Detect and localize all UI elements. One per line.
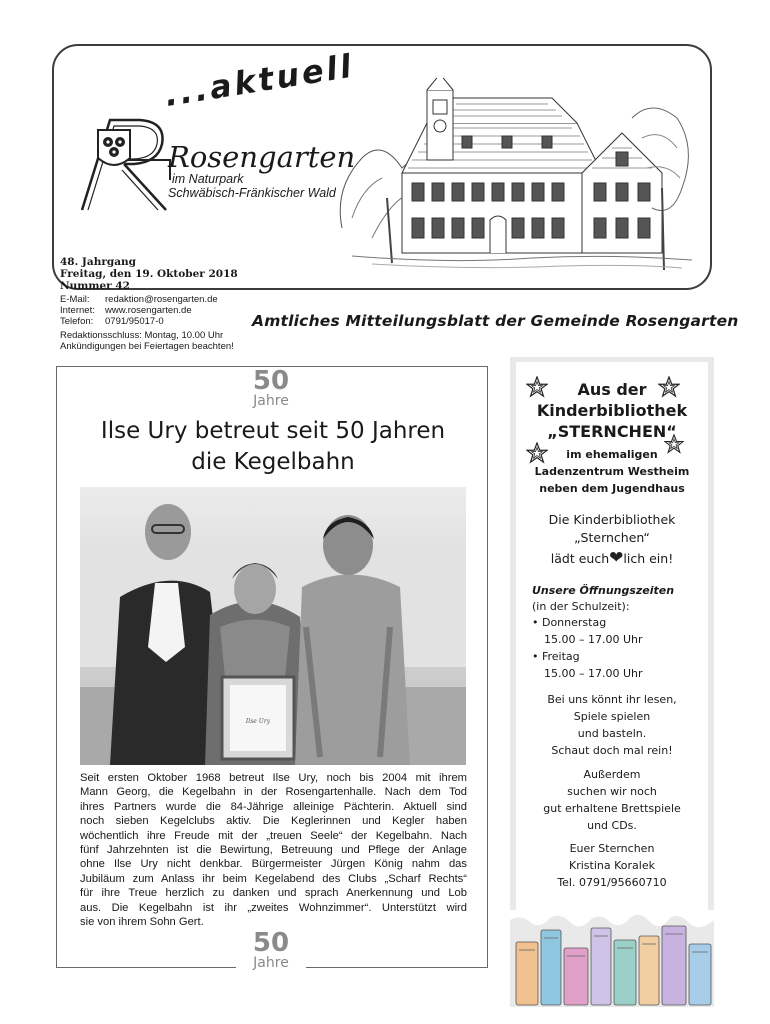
- hours-title: Unsere Öffnungszeiten: [532, 584, 675, 597]
- badge-word: Jahre: [253, 393, 289, 409]
- masthead-tagline-2: Schwäbisch-Fränkischer Wald: [168, 186, 336, 200]
- volume-year: 48. Jahrgang: [60, 256, 136, 268]
- bookshelf-illustration: [510, 910, 714, 1007]
- body-line: sie von ihrem Sohn Gert.: [80, 915, 204, 928]
- kids-location-1: im ehemaligen: [566, 448, 658, 461]
- kids-activity-4: Schaut doch mal rein!: [551, 744, 673, 757]
- certificate-name: Ilse Ury: [245, 718, 271, 725]
- body-line: Mann Georg, die Kegelbahn in der Rosengartenhalle. Nach dem Tod: [80, 786, 467, 799]
- book-spine: [689, 944, 711, 1005]
- kids-signature-2: Kristina Koralek: [569, 859, 655, 872]
- kids-location-2: Ladenzentrum Westheim: [534, 465, 690, 478]
- hours-time-1: 15.00 – 17.00 Uhr: [544, 633, 643, 646]
- contact-value[interactable]: www.rosengarten.de: [105, 305, 192, 316]
- kids-invite-3b: lich ein!: [623, 551, 674, 566]
- kids-title-3: „STERNCHEN“: [547, 422, 677, 441]
- issue-date: Freitag, den 19. Oktober 2018: [60, 268, 238, 280]
- contact-label: E-Mail:: [60, 294, 90, 305]
- headline-line-2: die Kegelbahn: [191, 449, 355, 475]
- body-line: ihres Partners wurde die 84-Jährige alleinige Pächterin. Aktuell sind: [80, 800, 467, 813]
- badge-word: Jahre: [253, 955, 289, 971]
- hours-note: (in der Schulzeit):: [532, 600, 630, 613]
- kids-activity-3: und basteln.: [577, 727, 647, 740]
- contact-label: Telefon:: [60, 316, 94, 327]
- book-spine: [591, 928, 611, 1005]
- book-spine: [564, 948, 588, 1005]
- kids-extra-2: suchen wir noch: [567, 785, 657, 798]
- article-photo: [80, 487, 466, 765]
- kids-invite-3: [510, 548, 714, 568]
- article-headline: [64, 416, 482, 478]
- rosengarten-logo: [70, 110, 180, 220]
- body-line: aus. Die Kegelbahn ist ihr „zweites Wohnzimmer“. Unterstützt wird: [80, 901, 467, 914]
- kids-extra-1: Außerdem: [583, 768, 641, 781]
- kids-invite-1: Die Kinderbibliothek: [548, 512, 676, 527]
- kids-invite-3a: lädt euch: [550, 551, 610, 566]
- body-line: für ihre Treue herzlich zu danken und sprach Anerkennung und Lob: [80, 887, 467, 900]
- headline-line-1: Ilse Ury betreut seit 50 Jahren: [100, 418, 446, 444]
- body-line: Jubiläum zum Anlass ihr beim Kegelabend des Clubs „Scharf Rechts“: [80, 872, 467, 885]
- kids-phone: Tel. 0791/95660710: [557, 876, 667, 889]
- contact-value[interactable]: redaktion@rosengarten.de: [105, 294, 218, 305]
- anniversary-badge-top: [236, 368, 306, 408]
- hours-day-1: • Donnerstag: [532, 616, 607, 629]
- kids-signature-1: Euer Sternchen: [569, 842, 655, 855]
- holiday-note: Ankündigungen bei Feiertagen beachten!: [60, 341, 234, 352]
- hours-time-2: 15.00 – 17.00 Uhr: [544, 667, 643, 680]
- badge-number: 50: [252, 928, 290, 958]
- town-hall-illustration: [332, 78, 702, 278]
- body-line: fünf Jahrzehnten ist die Bewirtung, Betreuung und Pflege der Anlage: [80, 843, 467, 856]
- book-spine: [516, 942, 538, 1005]
- contact-label: Internet:: [60, 305, 95, 316]
- kids-invite-2: „Sternchen“: [574, 530, 650, 545]
- book-spine: [541, 930, 561, 1005]
- hours-day-2: • Freitag: [532, 650, 580, 663]
- photo-people-illustration: [80, 487, 466, 765]
- heart-icon: ❤: [609, 548, 624, 568]
- publication-subtitle: Amtliches Mitteilungsblatt der Gemeinde Rosengarten: [252, 312, 739, 330]
- book-spine: [639, 936, 659, 1005]
- kids-activity-2: Spiele spielen: [573, 710, 651, 723]
- body-line: noch sieben Kegelclubs aktiv. Die Keglerinnen und Kegler haben: [80, 815, 467, 828]
- body-line: Seit ersten Oktober 1968 betreut Ilse Ury, noch bis 2004 mit ihrem: [80, 772, 467, 784]
- book-spine: [614, 940, 636, 1005]
- kids-extra-4: und CDs.: [587, 819, 637, 832]
- deadline-note: Redaktionsschluss: Montag, 10.00 Uhr: [60, 330, 224, 341]
- book-spine: [662, 926, 686, 1005]
- body-line: wöchentlich ihre Freude mit der „treuen Seele“ der Kegelbahn. Nach: [80, 829, 467, 842]
- contact-value: 0791/95017-0: [105, 316, 164, 327]
- badge-number: 50: [252, 366, 290, 396]
- kids-activity-1: Bei uns könnt ihr lesen,: [547, 693, 677, 706]
- masthead-aktuell: ...aktuell: [162, 46, 357, 114]
- masthead-tagline-1: im Naturpark: [172, 172, 244, 186]
- masthead-title: Rosengarten: [168, 140, 356, 174]
- issue-number: Nummer 42: [60, 280, 130, 292]
- kids-location-3: neben dem Jugendhaus: [539, 482, 685, 495]
- kids-title-2: Kinderbibliothek: [536, 401, 688, 420]
- body-line: ohne Ilse Ury nicht denkbar. Bürgermeister Jürgen König nahm das: [80, 858, 467, 871]
- article-body: [80, 771, 467, 929]
- kids-title-1: Aus der: [577, 380, 647, 399]
- kids-extra-3: gut erhaltene Brettspiele: [543, 802, 681, 815]
- anniversary-badge-bottom: [236, 930, 306, 970]
